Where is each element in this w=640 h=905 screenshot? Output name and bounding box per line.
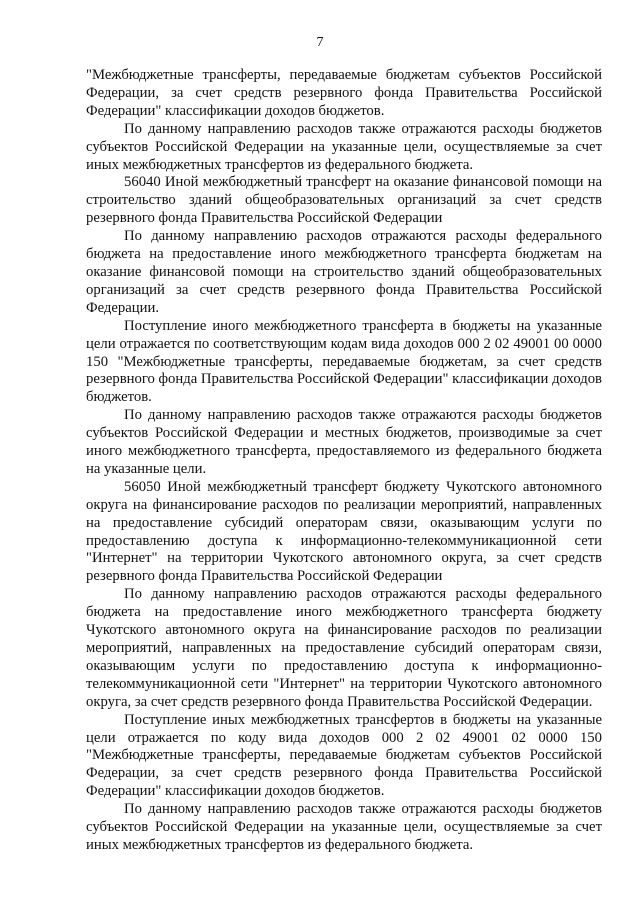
section-heading-56040: 56040 Иной межбюджетный трансферт на оказание финансовой помощи на строительство зданий общеобразовательных организаций за счет средств резервного фонда Правительства Российской Федерации xyxy=(86,174,602,227)
paragraph-continuation: "Межбюджетные трансферты, передаваемые бюджетам субъектов Российской Федерации, за счет средств резервного фонда Правительства Российской Федерации" классификации доходов бюджетов. xyxy=(86,67,602,119)
section-heading-56050: 56050 Иной межбюджетный трансферт бюджету Чукотского автономного округа на финансирование расходов по реализации мероприятий, направленных на предоставление субсидий операторам связи, оказывающим услуги по предоставлению доступа к информационно-телекоммуникационной сети "Интернет" на территории Чукотского автономного округа, за счет средств резервного фонда Правительства Российской Федерации xyxy=(86,478,602,585)
paragraph: По данному направлению расходов отражаются расходы федерального бюджета на предоставление иного межбюджетного трансферта бюджетам на оказание финансовой помощи на строительство зданий общеобразовательных организаций за счет средств резервного фонда Правительства Российской Федерации. xyxy=(86,228,602,316)
paragraph: По данному направлению расходов также отражаются расходы бюджетов субъектов Российской Федерации и местных бюджетов, производимые за счет иного межбюджетного трансферта, предоставляемого из федерального бюджета на указанные цели. xyxy=(86,407,602,477)
paragraph: По данному направлению расходов также отражаются расходы бюджетов субъектов Российской Федерации на указанные цели, осуществляемые за счет иных межбюджетных трансфертов из федерального бюджета. xyxy=(86,801,602,853)
paragraph: По данному направлению расходов отражаются расходы федерального бюджета на предоставление иного межбюджетного трансферта бюджету Чукотского автономного округа на финансирование расходов по реализации мероприятий, направленных на предоставление субсидий операторам связи, оказывающим услуги по предоставлению доступа к информационно-телекоммуникационной сети "Интернет" на территории Чукотского автономного округа, за счет средств резервного фонда Правительства Российской Федерации. xyxy=(86,586,602,710)
page-number: 7 xyxy=(316,35,324,50)
document-body xyxy=(86,67,602,855)
paragraph: Поступление иных межбюджетных трансфертов в бюджеты на указанные цели отражается по коду вида доходов 000 2 02 49001 02 0000 150 "Межбюджетные трансферты, передаваемые бюджетам субъектов Российской Федерации, за счет средств резервного фонда Правительства Российской Федерации" классификации доходов бюджетов. xyxy=(86,711,602,800)
paragraph: Поступление иного межбюджетного трансферта в бюджеты на указанные цели отражается по соответствующим кодам вида доходов 000 2 02 49001 00 0000 150 "Межбюджетные трансферты, передаваемые бюджетам, за счет средств резервного фонда Правительства Российской Федерации" классификации доходов бюджетов. xyxy=(86,317,602,406)
paragraph: По данному направлению расходов также отражаются расходы бюджетов субъектов Российской Федерации на указанные цели, осуществляемые за счет иных межбюджетных трансфертов из федерального бюджета. xyxy=(86,120,602,173)
